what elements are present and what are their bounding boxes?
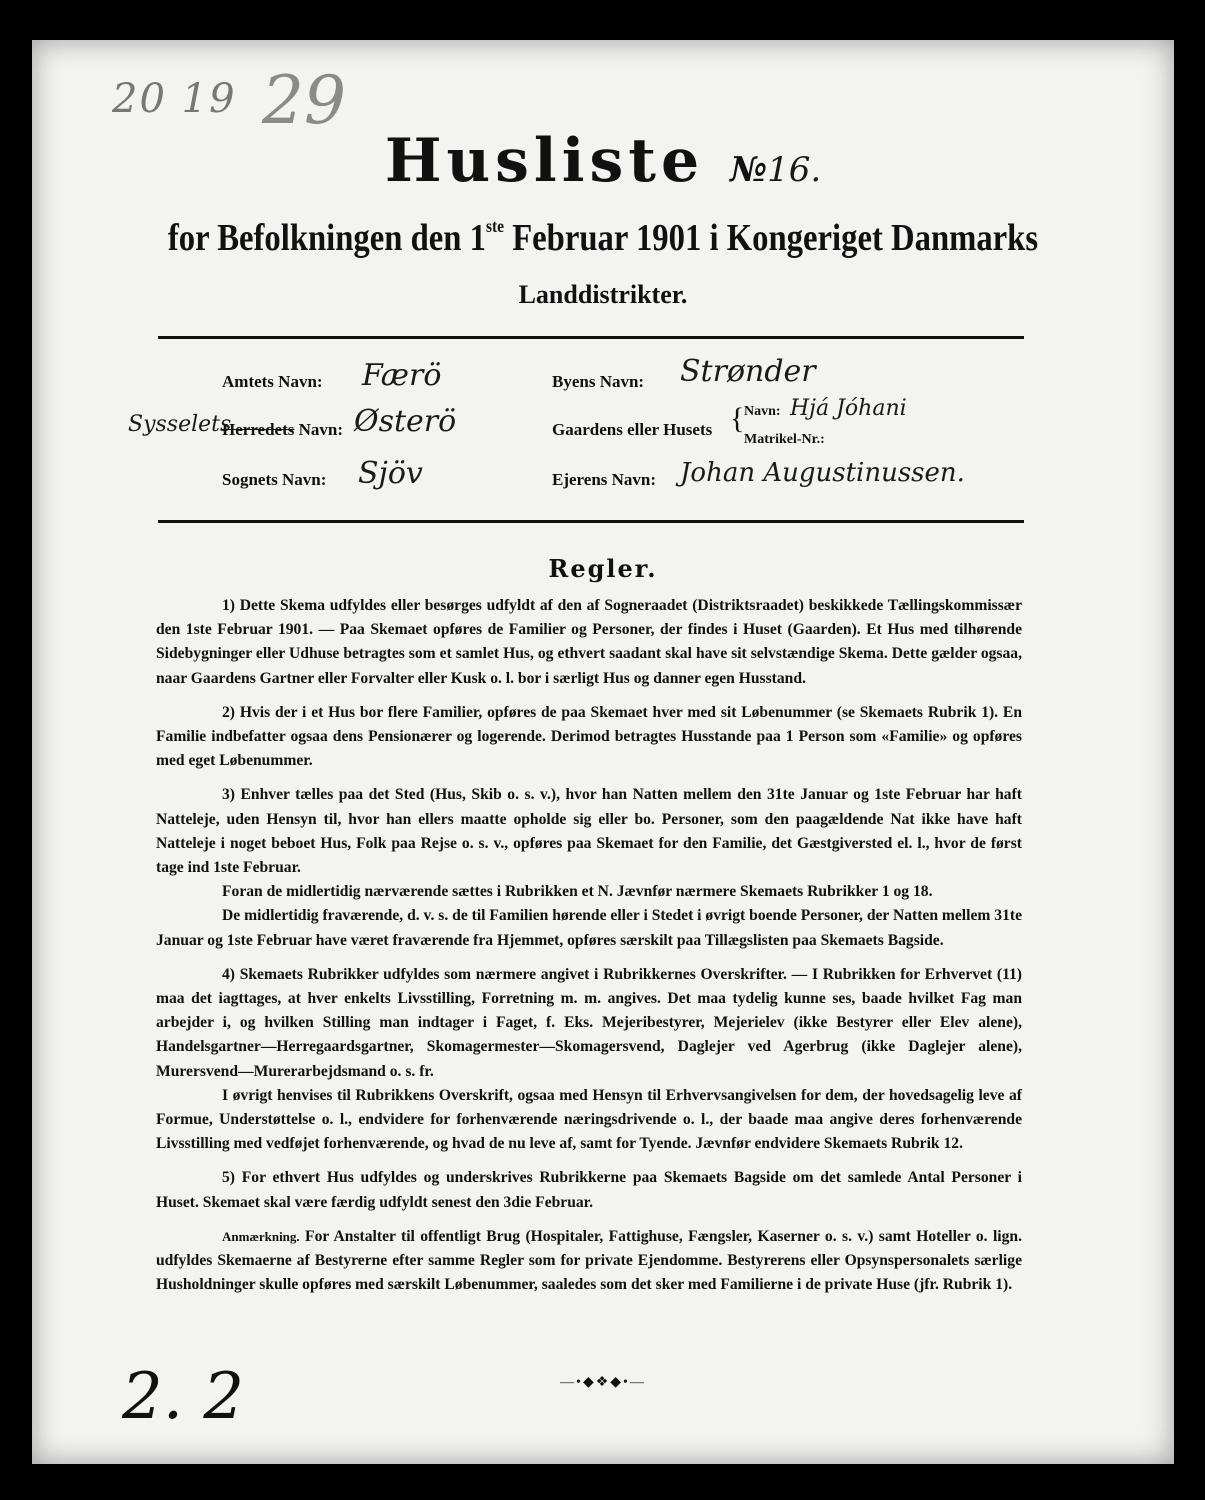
middle-divider (158, 520, 1024, 523)
ornament-divider: —•◆❖◆•— (560, 1375, 646, 1390)
matrikel-label: Matrikel-Nr.: (744, 432, 825, 447)
rule-4: 4) Skemaets Rubrikker udfyldes som nærmere angivet i Rubrikkernes Overskrifter. — I Rubrikken for Erhvervet (11) maa det iagttages, at hver enkelts Livsstilling, Forretning m. m. angives. Det maa tydelig kunne ses, baade hvilket Fag man arbejder i, og hvilken Stilling man indtager i Faget, f. Eks. Mejeribestyrer, Mejerielev (ikke Bestyrer eller Elev alene), Handelsgartner—Herregaardsgartner, Skomagermester—Skomagersvend, Daglejer ved Agerbrug (ikke Daglejer alene), Murersvend—Murerarbejdsmand o. s. fr. (156, 965, 1022, 1080)
handwritten-corner-mark: 2. 2 (122, 1360, 245, 1434)
rule-2: 2) Hvis der i et Hus bor flere Familier, opføres de paa Skemaet hver med sit Løbenummer (se Skemaets Rubrik 1). En Familie indbefatter ogsaa dens Pensionærer og logerende. Derimod betragtes Husstande paa 1 Person som «Familie» og opføres med eget Løbenummer. (156, 703, 1022, 770)
pencil-archive-number-small: 20 19 (112, 76, 237, 122)
navn-label: Navn: (744, 404, 781, 419)
note-label: Anmærkning. (222, 1228, 300, 1244)
rule-4-continued: I øvrigt henvises til Rubrikkens Overskrift, ogsaa med Hensyn til Erhvervsangivelsen for dem, der hovedsagelig leve af Formue, Understøttelse o. l., endvidere for forhenværende næringsdrivende o. l., der baade maa angive deres forhenværende Livsstilling med vedføjet forhenværende, og hvad de nu leve af, samt for Tyende. Jævnfør endvidere Skemaets Rubrik 12. (156, 1086, 1022, 1153)
rule-3-continued-a: Foran de midlertidig nærværende sættes i Rubrikken et N. Jævnfør nærmere Skemaets Rubrikker 1 og 18. (222, 883, 933, 901)
sogn-value: Sjöv (358, 456, 423, 491)
title-word: Husliste (384, 126, 705, 196)
sogn-label: Sognets Navn: (222, 470, 327, 489)
brace-symbol: { (730, 402, 745, 435)
note-text: For Anstalter til offentligt Brug (Hospitaler, Fattighuse, Fængsler, Kaserner o. s. v.) samt Hoteller o. lign. udfyldes Skemaerne af Bestyrerne efter samme Regler som for private Ejendomme. Bestyrerens eller Opsynspersonalets særlige Husholdninger skulle opføres med særskilt Løbenummer, saaledes som det sker med Familierne i de private Huse (jfr. Rubrik 1). (156, 1227, 1022, 1294)
syssel-prefix: Sysselets (128, 412, 232, 437)
amt-value: Færö (362, 358, 442, 393)
herred-value: Østerö (354, 404, 457, 439)
form-subtitle (112, 216, 1094, 260)
rule-3: 3) Enhver tælles paa det Sted (Hus, Skib o. s. v.), hvor han Natten mellem den 31te Januar og 1ste Februar har haft Natteleje, uden Hensyn til, hvor han ellers maatte opholde sig eller bo. Personer, som den paagældende Nat ikke have haft Natteleje i noget beboet Hus, Folk paa Rejse o. s. v., opføres paa Skemaet for den Familie, det Gæstgiversted el. l., hvor de først tage ind 1ste Februar. (156, 786, 1022, 877)
district-type: Landdistrikter. (518, 280, 688, 309)
top-divider (158, 336, 1024, 339)
form-title (32, 126, 1174, 196)
subtitle-text-1: for Befolkningen den 1 (167, 217, 486, 259)
herred-label-struck: Herredets (222, 420, 295, 439)
ejer-label: Ejerens Navn: (552, 470, 657, 489)
rules-text (156, 594, 1022, 1307)
rule-5: 5) For ethvert Hus udfyldes og underskrives Rubrikkerne paa Skemaets Bagside om det samlede Antal Personer i Huset. Skemaet skal være færdig udfyldt senest den 3die Februar. (156, 1169, 1022, 1211)
rule-3-continued-b: De midlertidig fraværende, d. v. s. de til Familien hørende eller i Stedet i øvrigt boende Personer, der Natten mellem 31te Januar og 1ste Februar have været fraværende fra Hjemmet, opføres særskilt paa Tillægslisten paa Skemaets Bagside. (156, 907, 1022, 949)
pencil-archive-number: 29 (262, 62, 346, 139)
navn-value: Hjá Jóhani (790, 396, 907, 421)
by-label: Byens Navn: (552, 372, 645, 391)
herred-suffix: Navn: (298, 420, 344, 439)
amt-label: Amtets Navn: (222, 372, 323, 391)
subtitle-text-2: Februar 1901 i Kongeriget Danmarks (504, 217, 1039, 259)
number-sign: № (730, 150, 768, 190)
subtitle-superscript: ste (485, 216, 505, 236)
note (156, 1225, 1022, 1298)
by-value: Strønder (680, 354, 816, 389)
ejer-value: Johan Augustinussen. (680, 458, 965, 488)
herred-label-row (222, 420, 343, 440)
rule-1: 1) Dette Skema udfyldes eller besørges udfyldt af den af Sogneraadet (Distriktsraadet) beskikkede Tællingskommissær den 1ste Februar 1901. — Paa Skemaet opføres de Familier og Personer, der findes i Huset (Gaarden). Et Hus med tilhørende Sidebygninger eller Udhuse betragtes som et samlet Hus, og ethvert saadant skal have sit selvstændige Skema. Dette gælder ogsaa, naar Gaardens Gartner eller Forvalter eller Kusk o. l. bor i særligt Hus og danner egen Husstand. (156, 597, 1022, 687)
house-number: 16. (767, 150, 822, 190)
rules-heading: Regler. (548, 554, 658, 583)
census-form-page (32, 40, 1174, 1464)
gaard-label: Gaardens eller Husets (552, 420, 713, 439)
